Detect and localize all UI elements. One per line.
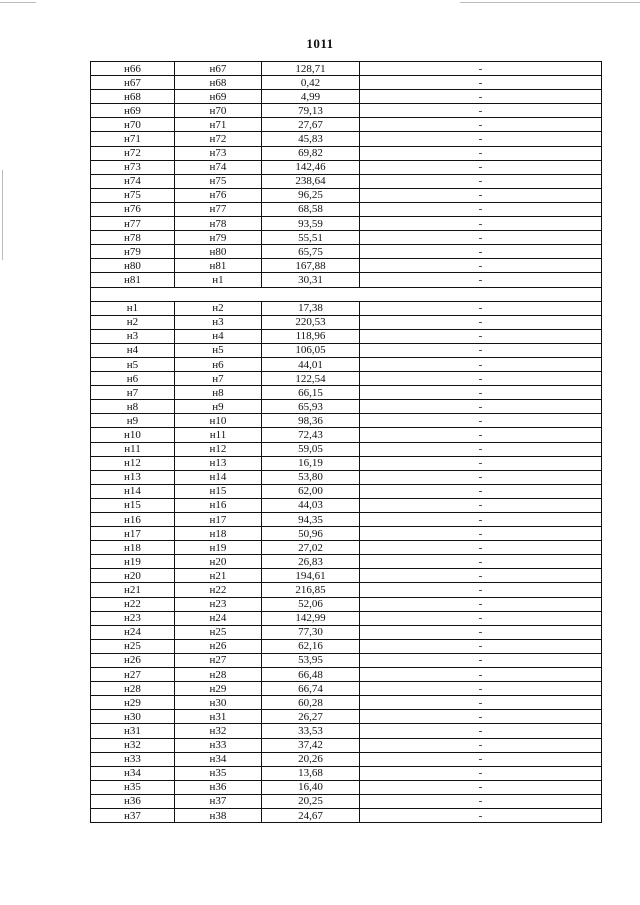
note-cell: - <box>360 357 602 371</box>
length-cell: 26,83 <box>262 555 360 569</box>
point-to-cell: н81 <box>175 259 262 273</box>
point-to-cell: н36 <box>175 780 262 794</box>
table-row <box>91 62 602 76</box>
point-from-cell: н35 <box>91 780 175 794</box>
point-from-cell: н19 <box>91 555 175 569</box>
length-cell: 65,93 <box>262 400 360 414</box>
note-cell: - <box>360 414 602 428</box>
table-row <box>91 682 602 696</box>
point-to-cell: н19 <box>175 541 262 555</box>
point-to-cell: н26 <box>175 639 262 653</box>
length-cell: 216,85 <box>262 583 360 597</box>
table-row <box>91 808 602 822</box>
note-cell: - <box>360 343 602 357</box>
group-separator-cell <box>91 287 602 301</box>
length-cell: 24,67 <box>262 808 360 822</box>
point-to-cell: н33 <box>175 738 262 752</box>
note-cell: - <box>360 625 602 639</box>
note-cell: - <box>360 766 602 780</box>
point-from-cell: н7 <box>91 386 175 400</box>
table-row <box>91 76 602 90</box>
point-to-cell: н29 <box>175 682 262 696</box>
length-cell: 66,74 <box>262 682 360 696</box>
note-cell: - <box>360 231 602 245</box>
table-row <box>91 724 602 738</box>
note-cell: - <box>360 442 602 456</box>
length-cell: 53,80 <box>262 470 360 484</box>
point-to-cell: н1 <box>175 273 262 287</box>
point-from-cell: н76 <box>91 202 175 216</box>
point-to-cell: н6 <box>175 357 262 371</box>
point-from-cell: н28 <box>91 682 175 696</box>
note-cell: - <box>360 639 602 653</box>
length-cell: 16,19 <box>262 456 360 470</box>
length-cell: 62,00 <box>262 484 360 498</box>
point-from-cell: н17 <box>91 527 175 541</box>
point-from-cell: н15 <box>91 498 175 512</box>
length-cell: 50,96 <box>262 527 360 541</box>
table-row <box>91 202 602 216</box>
point-to-cell: н37 <box>175 794 262 808</box>
length-cell: 0,42 <box>262 76 360 90</box>
length-cell: 62,16 <box>262 639 360 653</box>
point-from-cell: н72 <box>91 146 175 160</box>
note-cell: - <box>360 160 602 174</box>
scan-edge-top-left <box>0 2 36 3</box>
table-row <box>91 132 602 146</box>
length-cell: 220,53 <box>262 315 360 329</box>
table-row <box>91 386 602 400</box>
note-cell: - <box>360 583 602 597</box>
note-cell: - <box>360 245 602 259</box>
table-row <box>91 231 602 245</box>
length-cell: 17,38 <box>262 301 360 315</box>
length-cell: 94,35 <box>262 513 360 527</box>
point-to-cell: н12 <box>175 442 262 456</box>
table-row <box>91 668 602 682</box>
note-cell: - <box>360 329 602 343</box>
point-from-cell: н27 <box>91 668 175 682</box>
point-from-cell: н30 <box>91 710 175 724</box>
note-cell: - <box>360 273 602 287</box>
note-cell: - <box>360 653 602 667</box>
length-cell: 96,25 <box>262 188 360 202</box>
point-to-cell: н74 <box>175 160 262 174</box>
scan-edge-top-right <box>460 2 640 3</box>
point-from-cell: н25 <box>91 639 175 653</box>
point-from-cell: н24 <box>91 625 175 639</box>
note-cell: - <box>360 724 602 738</box>
note-cell: - <box>360 597 602 611</box>
note-cell: - <box>360 738 602 752</box>
group-separator-row <box>91 287 602 301</box>
point-to-cell: н77 <box>175 202 262 216</box>
point-to-cell: н16 <box>175 498 262 512</box>
point-from-cell: н37 <box>91 808 175 822</box>
point-to-cell: н79 <box>175 231 262 245</box>
length-cell: 20,25 <box>262 794 360 808</box>
point-to-cell: н4 <box>175 329 262 343</box>
note-cell: - <box>360 202 602 216</box>
point-to-cell: н38 <box>175 808 262 822</box>
length-cell: 66,48 <box>262 668 360 682</box>
point-to-cell: н32 <box>175 724 262 738</box>
point-from-cell: н33 <box>91 752 175 766</box>
note-cell: - <box>360 118 602 132</box>
note-cell: - <box>360 386 602 400</box>
point-to-cell: н22 <box>175 583 262 597</box>
table-body <box>91 62 602 823</box>
point-from-cell: н5 <box>91 357 175 371</box>
point-from-cell: н1 <box>91 301 175 315</box>
length-cell: 106,05 <box>262 343 360 357</box>
point-to-cell: н75 <box>175 174 262 188</box>
length-cell: 37,42 <box>262 738 360 752</box>
point-from-cell: н20 <box>91 569 175 583</box>
point-to-cell: н8 <box>175 386 262 400</box>
length-cell: 52,06 <box>262 597 360 611</box>
length-cell: 69,82 <box>262 146 360 160</box>
table-row <box>91 400 602 414</box>
point-from-cell: н74 <box>91 174 175 188</box>
point-from-cell: н29 <box>91 696 175 710</box>
length-cell: 98,36 <box>262 414 360 428</box>
point-from-cell: н31 <box>91 724 175 738</box>
length-cell: 16,40 <box>262 780 360 794</box>
point-to-cell: н70 <box>175 104 262 118</box>
table-row <box>91 484 602 498</box>
note-cell: - <box>360 696 602 710</box>
length-cell: 77,30 <box>262 625 360 639</box>
point-from-cell: н79 <box>91 245 175 259</box>
table-row <box>91 710 602 724</box>
note-cell: - <box>360 682 602 696</box>
length-cell: 30,31 <box>262 273 360 287</box>
note-cell: - <box>360 62 602 76</box>
length-cell: 238,64 <box>262 174 360 188</box>
note-cell: - <box>360 90 602 104</box>
length-cell: 60,28 <box>262 696 360 710</box>
note-cell: - <box>360 498 602 512</box>
note-cell: - <box>360 259 602 273</box>
point-from-cell: н4 <box>91 343 175 357</box>
note-cell: - <box>360 372 602 386</box>
table-row <box>91 541 602 555</box>
point-from-cell: н21 <box>91 583 175 597</box>
table-row <box>91 259 602 273</box>
table-row <box>91 329 602 343</box>
note-cell: - <box>360 752 602 766</box>
point-to-cell: н78 <box>175 217 262 231</box>
point-from-cell: н67 <box>91 76 175 90</box>
length-cell: 66,15 <box>262 386 360 400</box>
length-cell: 27,67 <box>262 118 360 132</box>
point-to-cell: н80 <box>175 245 262 259</box>
point-to-cell: н34 <box>175 752 262 766</box>
point-to-cell: н13 <box>175 456 262 470</box>
note-cell: - <box>360 668 602 682</box>
note-cell: - <box>360 611 602 625</box>
table-row <box>91 470 602 484</box>
point-from-cell: н34 <box>91 766 175 780</box>
note-cell: - <box>360 301 602 315</box>
point-to-cell: н15 <box>175 484 262 498</box>
note-cell: - <box>360 456 602 470</box>
table-row <box>91 428 602 442</box>
table-row <box>91 583 602 597</box>
note-cell: - <box>360 217 602 231</box>
note-cell: - <box>360 132 602 146</box>
point-to-cell: н67 <box>175 62 262 76</box>
length-cell: 44,03 <box>262 498 360 512</box>
point-from-cell: н12 <box>91 456 175 470</box>
point-to-cell: н71 <box>175 118 262 132</box>
point-from-cell: н10 <box>91 428 175 442</box>
length-cell: 65,75 <box>262 245 360 259</box>
length-cell: 59,05 <box>262 442 360 456</box>
point-from-cell: н32 <box>91 738 175 752</box>
point-to-cell: н68 <box>175 76 262 90</box>
note-cell: - <box>360 400 602 414</box>
point-to-cell: н24 <box>175 611 262 625</box>
length-cell: 142,99 <box>262 611 360 625</box>
note-cell: - <box>360 541 602 555</box>
point-from-cell: н70 <box>91 118 175 132</box>
length-cell: 4,99 <box>262 90 360 104</box>
table-row <box>91 160 602 174</box>
table-row <box>91 513 602 527</box>
length-cell: 13,68 <box>262 766 360 780</box>
point-from-cell: н71 <box>91 132 175 146</box>
table-row <box>91 498 602 512</box>
point-from-cell: н3 <box>91 329 175 343</box>
note-cell: - <box>360 808 602 822</box>
table-row <box>91 357 602 371</box>
point-to-cell: н9 <box>175 400 262 414</box>
table-row <box>91 301 602 315</box>
table-row <box>91 738 602 752</box>
table-row <box>91 90 602 104</box>
table-row <box>91 696 602 710</box>
note-cell: - <box>360 146 602 160</box>
table-row <box>91 752 602 766</box>
note-cell: - <box>360 527 602 541</box>
boundary-segments-table <box>90 61 602 823</box>
table-row <box>91 653 602 667</box>
point-from-cell: н23 <box>91 611 175 625</box>
point-to-cell: н11 <box>175 428 262 442</box>
point-from-cell: н13 <box>91 470 175 484</box>
length-cell: 194,61 <box>262 569 360 583</box>
point-from-cell: н11 <box>91 442 175 456</box>
length-cell: 26,27 <box>262 710 360 724</box>
length-cell: 79,13 <box>262 104 360 118</box>
point-from-cell: н77 <box>91 217 175 231</box>
table-row <box>91 639 602 653</box>
note-cell: - <box>360 470 602 484</box>
point-to-cell: н30 <box>175 696 262 710</box>
point-to-cell: н35 <box>175 766 262 780</box>
point-to-cell: н76 <box>175 188 262 202</box>
point-from-cell: н9 <box>91 414 175 428</box>
table-row <box>91 456 602 470</box>
table-row <box>91 104 602 118</box>
note-cell: - <box>360 484 602 498</box>
table-row <box>91 414 602 428</box>
point-to-cell: н17 <box>175 513 262 527</box>
note-cell: - <box>360 555 602 569</box>
length-cell: 55,51 <box>262 231 360 245</box>
table-row <box>91 555 602 569</box>
point-to-cell: н5 <box>175 343 262 357</box>
length-cell: 72,43 <box>262 428 360 442</box>
table-row <box>91 174 602 188</box>
point-from-cell: н78 <box>91 231 175 245</box>
note-cell: - <box>360 104 602 118</box>
point-to-cell: н27 <box>175 653 262 667</box>
point-to-cell: н21 <box>175 569 262 583</box>
point-to-cell: н2 <box>175 301 262 315</box>
length-cell: 118,96 <box>262 329 360 343</box>
point-from-cell: н36 <box>91 794 175 808</box>
length-cell: 53,95 <box>262 653 360 667</box>
note-cell: - <box>360 188 602 202</box>
length-cell: 68,58 <box>262 202 360 216</box>
point-from-cell: н14 <box>91 484 175 498</box>
table-row <box>91 217 602 231</box>
point-to-cell: н25 <box>175 625 262 639</box>
page-number: 1011 <box>306 36 334 51</box>
table-row <box>91 273 602 287</box>
length-cell: 44,01 <box>262 357 360 371</box>
point-from-cell: н73 <box>91 160 175 174</box>
table-row <box>91 611 602 625</box>
point-from-cell: н6 <box>91 372 175 386</box>
point-to-cell: н31 <box>175 710 262 724</box>
point-to-cell: н28 <box>175 668 262 682</box>
table-row <box>91 780 602 794</box>
point-from-cell: н66 <box>91 62 175 76</box>
length-cell: 142,46 <box>262 160 360 174</box>
note-cell: - <box>360 710 602 724</box>
point-to-cell: н20 <box>175 555 262 569</box>
table-row <box>91 766 602 780</box>
point-from-cell: н26 <box>91 653 175 667</box>
length-cell: 122,54 <box>262 372 360 386</box>
note-cell: - <box>360 780 602 794</box>
point-to-cell: н10 <box>175 414 262 428</box>
point-to-cell: н18 <box>175 527 262 541</box>
length-cell: 93,59 <box>262 217 360 231</box>
length-cell: 33,53 <box>262 724 360 738</box>
table-row <box>91 118 602 132</box>
note-cell: - <box>360 174 602 188</box>
point-to-cell: н23 <box>175 597 262 611</box>
scan-edge-left <box>2 170 3 260</box>
table-row <box>91 794 602 808</box>
table-row <box>91 315 602 329</box>
point-from-cell: н80 <box>91 259 175 273</box>
table-row <box>91 597 602 611</box>
point-to-cell: н69 <box>175 90 262 104</box>
note-cell: - <box>360 569 602 583</box>
length-cell: 27,02 <box>262 541 360 555</box>
note-cell: - <box>360 794 602 808</box>
table-row <box>91 372 602 386</box>
note-cell: - <box>360 513 602 527</box>
point-to-cell: н3 <box>175 315 262 329</box>
point-from-cell: н18 <box>91 541 175 555</box>
note-cell: - <box>360 76 602 90</box>
length-cell: 167,88 <box>262 259 360 273</box>
table-row <box>91 343 602 357</box>
table-row <box>91 569 602 583</box>
table-row <box>91 527 602 541</box>
point-from-cell: н69 <box>91 104 175 118</box>
length-cell: 128,71 <box>262 62 360 76</box>
length-cell: 20,26 <box>262 752 360 766</box>
point-to-cell: н73 <box>175 146 262 160</box>
point-from-cell: н75 <box>91 188 175 202</box>
note-cell: - <box>360 315 602 329</box>
note-cell: - <box>360 428 602 442</box>
point-from-cell: н68 <box>91 90 175 104</box>
point-from-cell: н81 <box>91 273 175 287</box>
point-from-cell: н8 <box>91 400 175 414</box>
point-to-cell: н7 <box>175 372 262 386</box>
point-to-cell: н14 <box>175 470 262 484</box>
table-row <box>91 188 602 202</box>
table-row <box>91 146 602 160</box>
table-row <box>91 245 602 259</box>
table-row <box>91 625 602 639</box>
point-from-cell: н2 <box>91 315 175 329</box>
length-cell: 45,83 <box>262 132 360 146</box>
point-to-cell: н72 <box>175 132 262 146</box>
table-row <box>91 442 602 456</box>
point-from-cell: н22 <box>91 597 175 611</box>
point-from-cell: н16 <box>91 513 175 527</box>
